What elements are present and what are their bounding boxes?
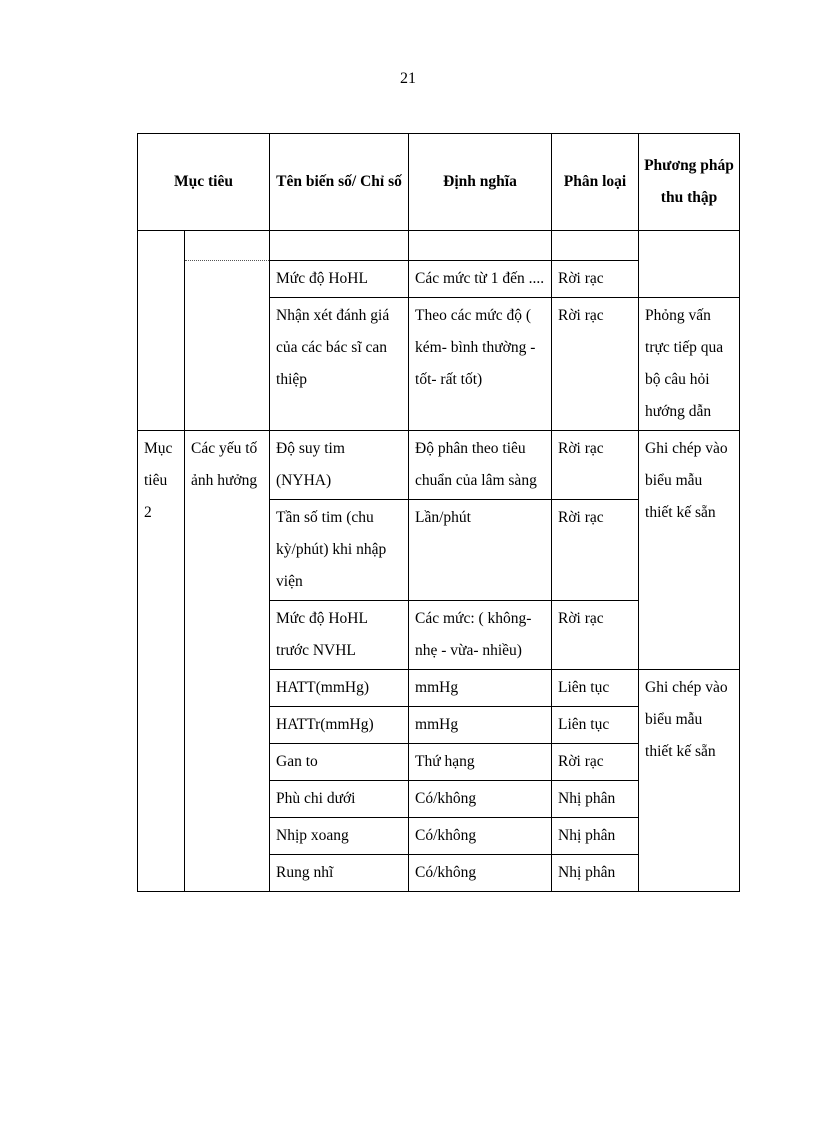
phan-loai-cell: Nhị phân bbox=[552, 781, 639, 818]
empty-cell bbox=[409, 231, 552, 261]
dinh-nghia-cell: Các mức: ( không- nhẹ - vừa- nhiều) bbox=[409, 601, 552, 670]
ten-bien-so-cell: Mức độ HoHL trước NVHL bbox=[270, 601, 409, 670]
header-row bbox=[138, 134, 740, 231]
ten-bien-so-cell: HATT(mmHg) bbox=[270, 670, 409, 707]
ten-bien-so-cell: Nhịp xoang bbox=[270, 818, 409, 855]
ten-bien-so-cell: HATTr(mmHg) bbox=[270, 707, 409, 744]
ten-bien-so-cell: Phù chi dưới bbox=[270, 781, 409, 818]
sub-objective-cell: Các yếu tố ảnh hưởng bbox=[185, 431, 270, 892]
header-phan-loai: Phân loại bbox=[552, 134, 639, 231]
dinh-nghia-cell: mmHg bbox=[409, 707, 552, 744]
variables-table bbox=[137, 133, 740, 892]
header-dinh-nghia: Định nghĩa bbox=[409, 134, 552, 231]
header-phuong-phap: Phương pháp thu thập bbox=[639, 134, 740, 231]
phuong-phap-cell: Ghi chép vào biểu mẫu thiết kế sẵn bbox=[639, 670, 740, 892]
ten-bien-so-cell: Nhận xét đánh giá của các bác sĩ can thiệp bbox=[270, 298, 409, 431]
phan-loai-cell: Rời rạc bbox=[552, 500, 639, 601]
dinh-nghia-cell: Các mức từ 1 đến .... bbox=[409, 261, 552, 298]
ten-bien-so-cell: Gan to bbox=[270, 744, 409, 781]
dinh-nghia-cell: mmHg bbox=[409, 670, 552, 707]
dinh-nghia-cell: Theo các mức độ ( kém- bình thường -tốt- rất tốt) bbox=[409, 298, 552, 431]
dinh-nghia-cell: Độ phân theo tiêu chuẩn của lâm sàng bbox=[409, 431, 552, 500]
ten-bien-so-cell: Rung nhĩ bbox=[270, 855, 409, 892]
ten-bien-so-cell: Độ suy tim (NYHA) bbox=[270, 431, 409, 500]
phuong-phap-cell: Ghi chép vào biểu mẫu thiết kế sẵn bbox=[639, 431, 740, 670]
phan-loai-cell: Liên tục bbox=[552, 670, 639, 707]
muc-tieu-2-cell: Mục tiêu 2 bbox=[138, 431, 185, 892]
empty-cell bbox=[552, 231, 639, 261]
muc-tieu-1-cell bbox=[138, 231, 185, 431]
empty-cell bbox=[185, 231, 270, 261]
phuong-phap-cell: Phỏng vấn trực tiếp qua bộ câu hỏi hướng dẫn bbox=[639, 298, 740, 431]
table-row bbox=[138, 431, 740, 500]
dinh-nghia-cell: Thứ hạng bbox=[409, 744, 552, 781]
table-row-empty bbox=[138, 231, 740, 261]
phan-loai-cell: Nhị phân bbox=[552, 855, 639, 892]
phan-loai-cell: Rời rạc bbox=[552, 431, 639, 500]
phan-loai-cell: Nhị phân bbox=[552, 818, 639, 855]
phan-loai-cell: Rời rạc bbox=[552, 261, 639, 298]
dinh-nghia-cell: Có/không bbox=[409, 818, 552, 855]
phan-loai-cell: Rời rạc bbox=[552, 298, 639, 431]
empty-cell bbox=[639, 231, 740, 298]
dinh-nghia-cell: Lần/phút bbox=[409, 500, 552, 601]
page-number: 21 bbox=[400, 70, 416, 87]
phan-loai-cell: Rời rạc bbox=[552, 744, 639, 781]
header-ten-bien-so: Tên biến số/ Chỉ số bbox=[270, 134, 409, 231]
dinh-nghia-cell: Có/không bbox=[409, 781, 552, 818]
ten-bien-so-cell: Mức độ HoHL bbox=[270, 261, 409, 298]
header-muc-tieu: Mục tiêu bbox=[138, 134, 270, 231]
dinh-nghia-cell: Có/không bbox=[409, 855, 552, 892]
phan-loai-cell: Rời rạc bbox=[552, 601, 639, 670]
ten-bien-so-cell: Tần số tim (chu kỳ/phút) khi nhập viện bbox=[270, 500, 409, 601]
empty-cell bbox=[270, 231, 409, 261]
sub-objective-cell bbox=[185, 261, 270, 431]
phan-loai-cell: Liên tục bbox=[552, 707, 639, 744]
